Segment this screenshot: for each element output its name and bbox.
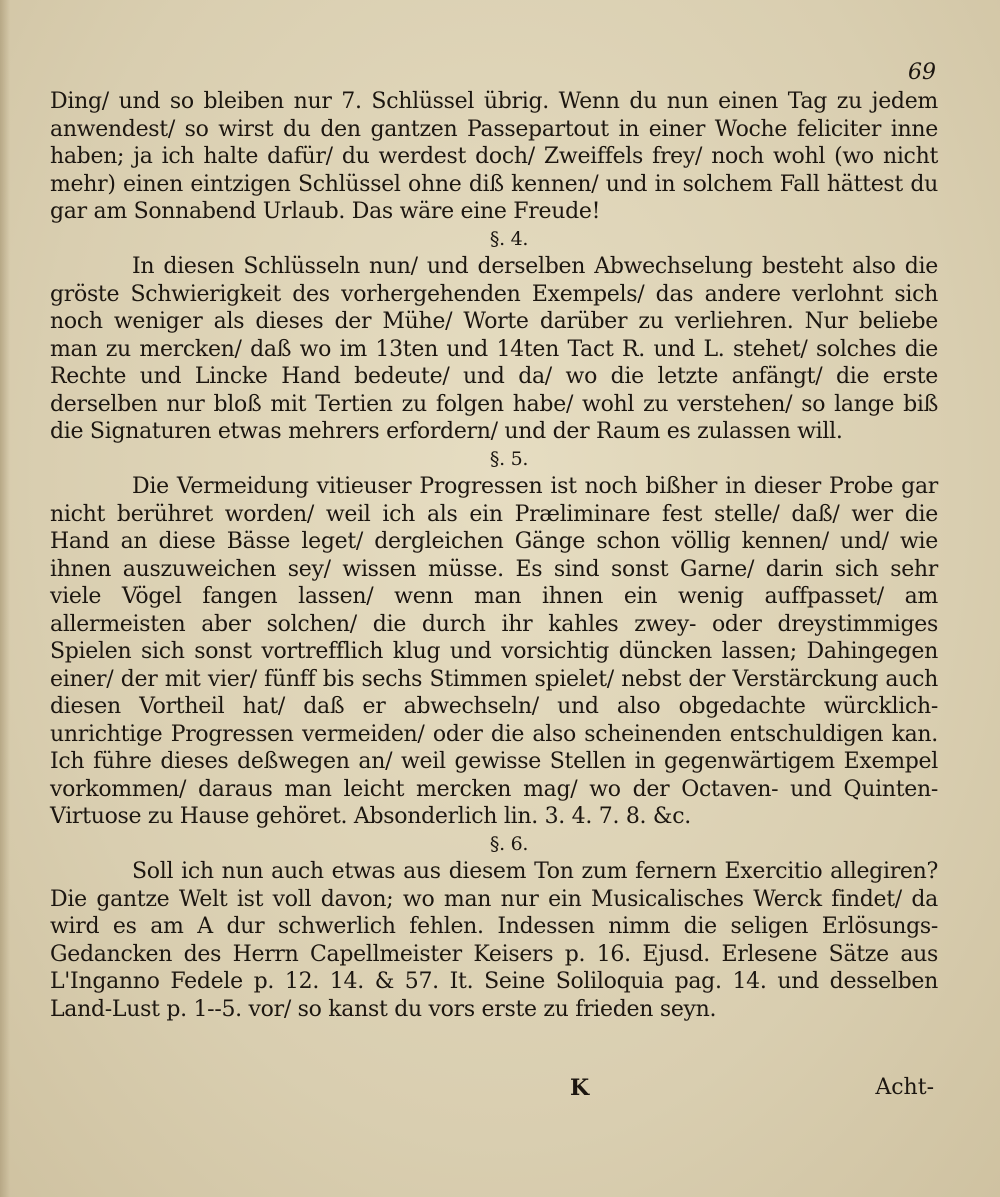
page-footer	[50, 1075, 938, 1105]
signature-mark: K	[570, 1075, 590, 1101]
paragraph: Ding/ und so bleiben nur 7. Schlüssel übrig. Wenn du nun einen Tag zu jedem anwendest/ so wirst du den gantzen Passepartout in einer Woche feliciter inne haben; ja ich halte dafür/ du werdest doch/ Zweiffels frey/ noch wohl (wo nicht mehr) einen eintzigen Schlüssel ohne diß kennen/ und in solchem Fall hättest du gar am Sonnabend Urlaub. Das wäre eine Freude!	[50, 89, 938, 224]
page-edge-shadow	[0, 0, 10, 1197]
paragraph: Die Vermeidung vitieuser Progressen ist noch bißher in dieser Probe gar nicht berühret worden/ weil ich als ein Præliminare fest stelle/ daß/ wer die Hand an diese Bässe leget/ dergleichen Gänge schon völlig kennen/ und/ wie ihnen auszuweichen sey/ wissen müsse. Es sind sonst Garne/ darin sich sehr viele Vögel fangen lassen/ wenn man ihnen ein wenig auffpasset/ am allermeisten aber solchen/ die durch ihr kahles zwey- oder dreystimmiges Spielen sich sonst vortrefflich klug und vorsichtig düncken lassen; Dahingegen einer/ der mit vier/ fünff bis sechs Stimmen spielet/ nebst der Verstärckung auch diesen Vortheil hat/ daß er abwechseln/ und also obgedachte würcklich-unrichtige Progressen vermeiden/ oder die also scheinenden entschuldigen kan. Ich führe dieses deßwegen an/ weil gewisse Stellen in gegenwärtigem Exempel vorkommen/ daraus man leicht mercken mag/ wo der Octaven- und Quinten-Virtuose zu Hause gehöret. Absonderlich lin. 3. 4. 7. 8. &c.	[50, 474, 938, 829]
section-number: §. 5.	[489, 447, 529, 470]
paragraph: In diesen Schlüsseln nun/ und derselben Abwechselung besteht also die gröste Schwierigkeit des vorhergehenden Exempels/ das andere verlohnt sich noch weniger als dieses der Mühe/ Worte darüber zu verliehren. Nur beliebe man zu mercken/ daß wo im 13ten und 14ten Tact R. und L. stehet/ solches die Rechte und Lincke Hand bedeute/ und da/ wo die letzte anfängt/ die erste derselben nur bloß mit Tertien zu folgen habe/ wohl zu verstehen/ so lange biß die Signaturen etwas mehrers erfordern/ und der Raum es zulassen will.	[50, 254, 938, 444]
catchword: Acht-	[875, 1075, 934, 1100]
section-number: §. 4.	[489, 227, 529, 250]
body-text	[50, 88, 938, 1023]
paragraph: Soll ich nun auch etwas aus diesem Ton zum fernern Exercitio allegiren? Die gantze Welt ist voll davon; wo man nur ein Musicalisches Werck findet/ da wird es am A dur schwerlich fehlen. Indessen nimm die seligen Erlösungs-Gedancken des Herrn Capellmeister Keisers p. 16. Ejusd. Erlesene Sätze aus L'Inganno Fedele p. 12. 14. & 57. It. Seine Soliloquia pag. 14. und desselben Land-Lust p. 1--5. vor/ so kanst du vors erste zu frieden seyn.	[50, 859, 938, 1022]
page-number: 69	[908, 60, 936, 85]
section-number: §. 6.	[489, 832, 529, 855]
